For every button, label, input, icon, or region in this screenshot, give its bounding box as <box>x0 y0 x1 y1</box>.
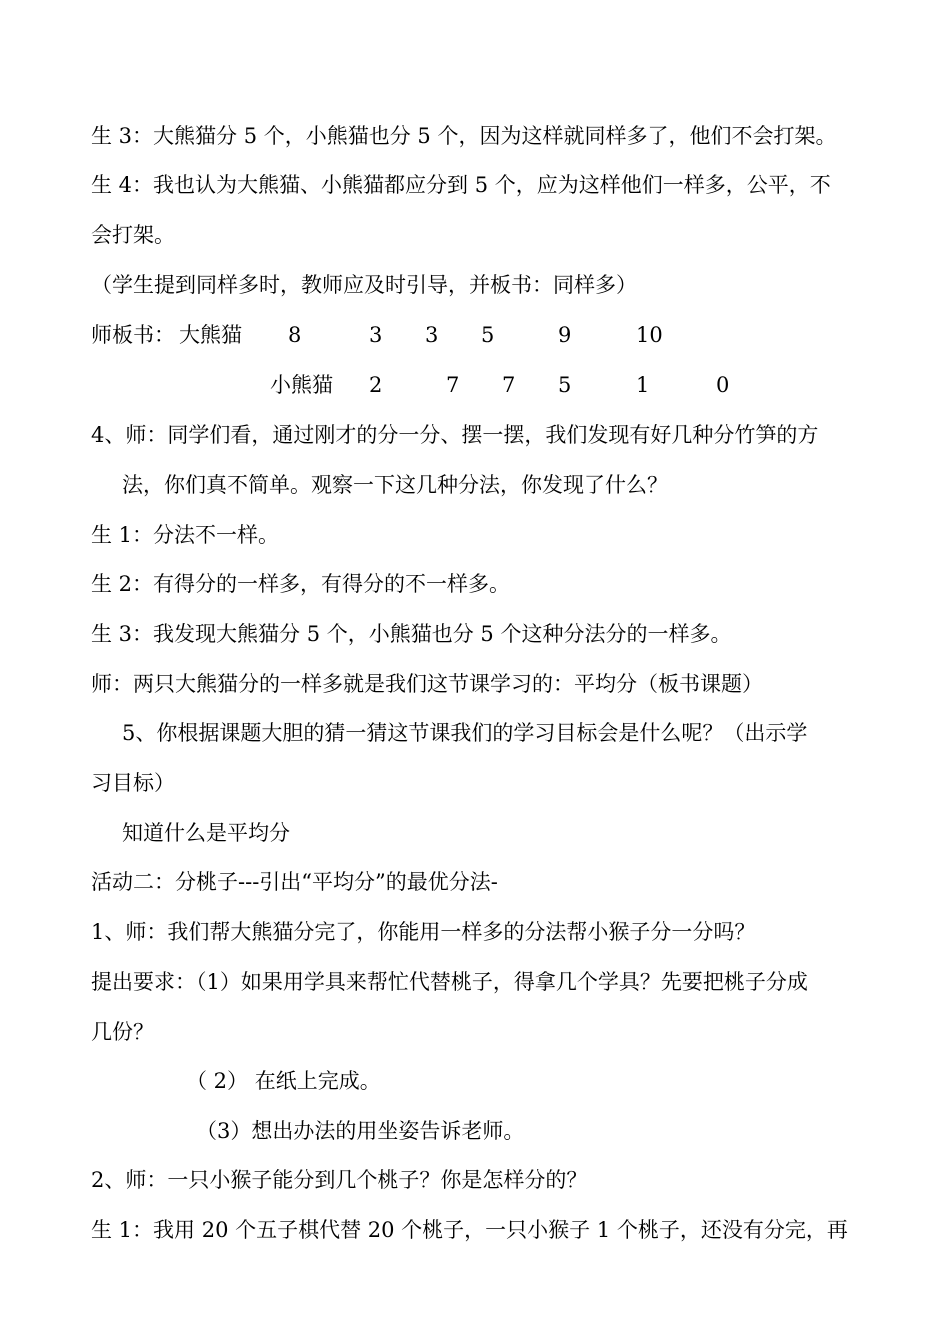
board-cell: 3 <box>369 323 383 347</box>
board-row-2 <box>91 370 851 400</box>
board-prefix: 师板书： <box>91 323 175 347</box>
text-line: （3）想出办法的用坐姿告诉老师。 <box>196 1119 525 1143</box>
text-line: 师：两只大熊猫分的一样多就是我们这节课学习的：平均分（板书课题） <box>91 672 763 696</box>
text-line: 生 2：有得分的一样多，有得分的不一样多。 <box>91 572 511 596</box>
board-cell: 3 <box>425 323 439 347</box>
text-line: 会打架。 <box>91 223 175 247</box>
text-line: 5、你根据课题大胆的猜一猜这节课我们的学习目标会是什么呢？（出示学 <box>122 721 808 745</box>
text-line: 1、师：我们帮大熊猫分完了，你能用一样多的分法帮小猴子分一分吗？ <box>91 920 756 944</box>
text-line: 提出要求：（1）如果用学具来帮忙代替桃子，得拿几个学具？先要把桃子分成 <box>91 970 808 994</box>
text-line: 生 1：我用 20 个五子棋代替 20 个桃子，一只小猴子 1 个桃子，还没有分完，再 <box>91 1218 848 1242</box>
text-line: （学生提到同样多时，教师应及时引导，并板书：同样多） <box>91 273 637 297</box>
board-cell: 9 <box>558 323 572 347</box>
text-line: 法，你们真不简单。观察一下这几种分法，你发现了什么？ <box>122 473 668 497</box>
text-line: 习目标） <box>91 771 175 795</box>
text-line: 知道什么是平均分 <box>122 821 290 845</box>
text-line: 生 3：我发现大熊猫分 5 个，小熊猫也分 5 个这种分法分的一样多。 <box>91 622 732 646</box>
board-cell: 7 <box>446 373 460 397</box>
text-line: 生 4：我也认为大熊猫、小熊猫都应分到 5 个，应为这样他们一样多，公平，不 <box>91 173 831 197</box>
board-cell: 2 <box>369 373 383 397</box>
board-cell: 5 <box>481 323 495 347</box>
board-cell: 10 <box>636 323 663 347</box>
text-line: （ 2） 在纸上完成。 <box>186 1069 381 1093</box>
text-line: 几份？ <box>91 1020 154 1044</box>
board-cell: 7 <box>502 373 516 397</box>
board-cell: 8 <box>288 323 302 347</box>
text-line: 生 1：分法不一样。 <box>91 523 280 547</box>
board-cell: 0 <box>716 373 730 397</box>
board-row-1 <box>91 320 851 350</box>
text-line: 生 3：大熊猫分 5 个，小熊猫也分 5 个，因为这样就同样多了，他们不会打架。 <box>91 124 837 148</box>
board-row-label: 大熊猫 <box>179 323 242 347</box>
board-cell: 5 <box>558 373 572 397</box>
text-line: 2、师：一只小猴子能分到几个桃子？你是怎样分的？ <box>91 1168 588 1192</box>
text-line: 4、师：同学们看，通过刚才的分一分、摆一摆，我们发现有好几种分竹笋的方 <box>91 423 819 447</box>
section-heading: 活动二：分桃子---引出“平均分”的最优分法- <box>91 870 498 894</box>
board-cell: 1 <box>636 373 650 397</box>
board-row-label: 小熊猫 <box>270 373 333 397</box>
